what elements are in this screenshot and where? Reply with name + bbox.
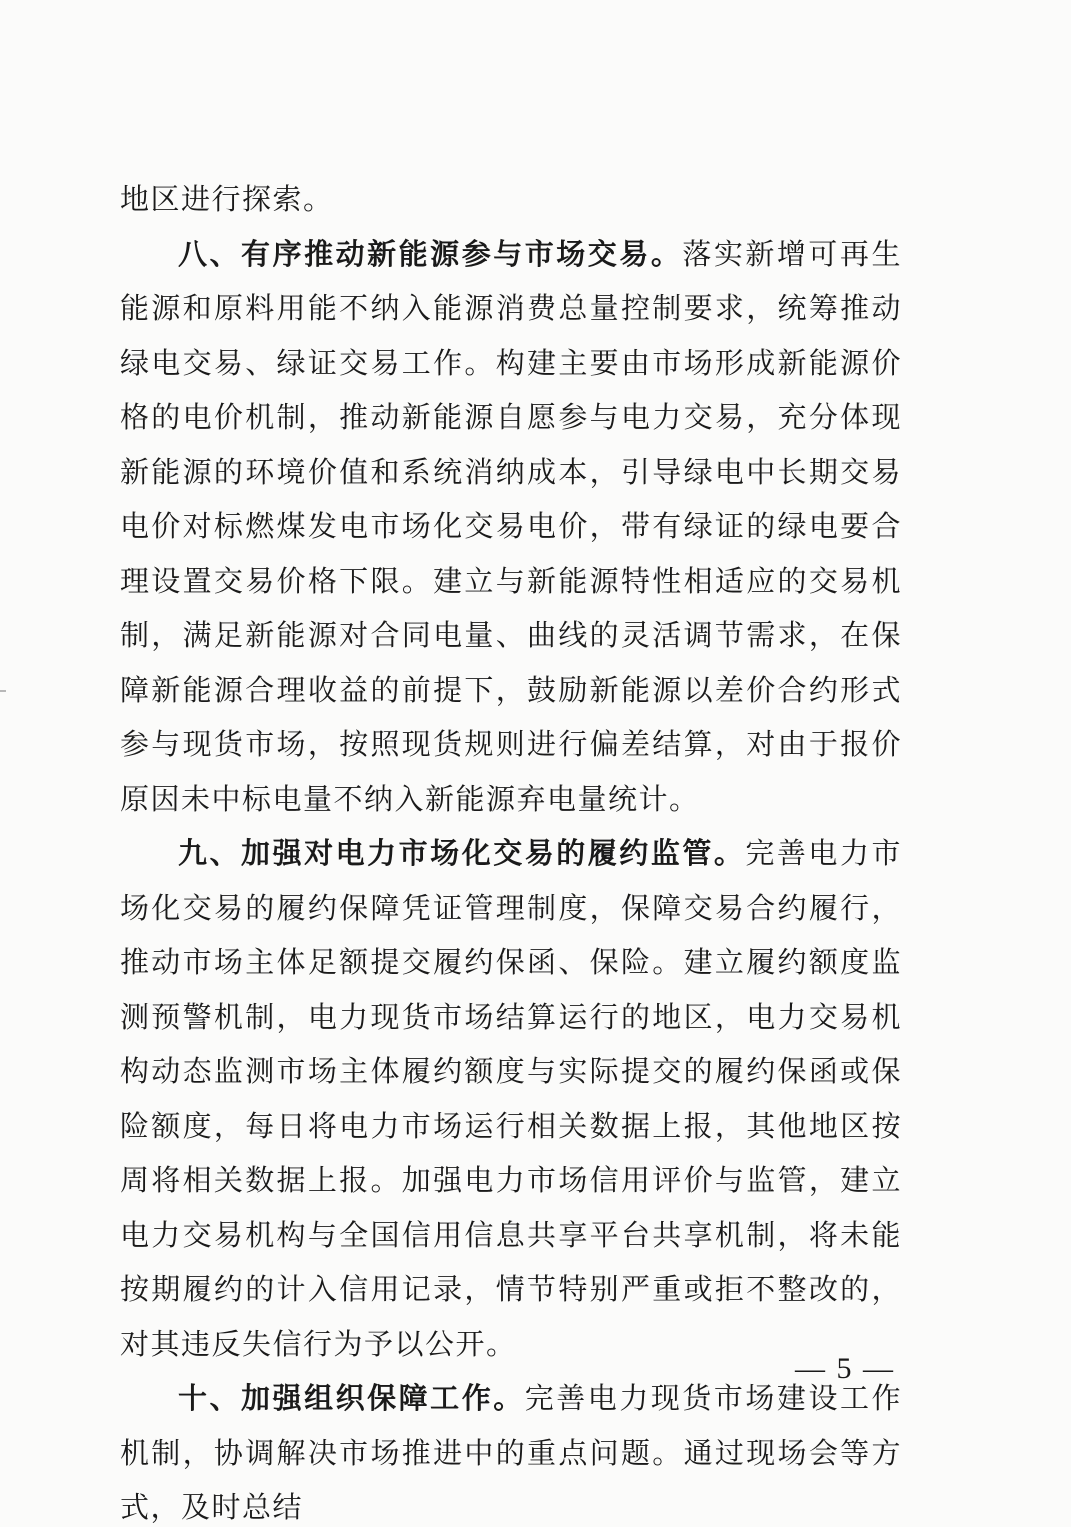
document-body	[120, 172, 902, 1535]
paragraph-section-10	[120, 1371, 902, 1535]
paragraph-section-8	[120, 227, 902, 827]
section-10-heading: 十、加强组织保障工作。	[178, 1381, 525, 1415]
section-9-text: 完善电力市场化交易的履约保障凭证管理制度，保障交易合约履行，推动市场主体足额提交履约保函、保险。建立履约额度监测预警机制，电力现货市场结算运行的地区，电力交易机构动态监测市场主体履约额度与实际提交的履约保函或保险额度，每日将电力市场运行相关数据上报，其他地区按周将相关数据上报。加强电力市场信用评价与监管，建立电力交易机构与全国信用信息共享平台共享机制，将未能按期履约的计入信用记录，情节特别严重或拒不整改的，对其违反失信行为予以公开。	[120, 836, 902, 1361]
section-8-heading: 八、有序推动新能源参与市场交易。	[178, 236, 683, 271]
paragraph-continuation	[120, 172, 902, 227]
scan-edge-mark	[0, 690, 6, 692]
paragraph-text: 地区进行探索。	[120, 182, 334, 216]
paragraph-section-9	[120, 826, 902, 1371]
page-number: — 5 —	[795, 1352, 895, 1385]
section-9-heading: 九、加强对电力市场化交易的履约监管。	[178, 836, 746, 870]
section-8-text: 落实新增可再生能源和原料用能不纳入能源消费总量控制要求，统筹推动绿电交易、绿证交易工作。构建主要由市场形成新能源价格的电价机制，推动新能源自愿参与电力交易，充分体现新能源的环境价值和系统消纳成本，引导绿电中长期交易电价对标燃煤发电市场化交易电价，带有绿证的绿电要合理设置交易价格下限。建立与新能源特性相适应的交易机制，满足新能源对合同电量、曲线的灵活调节需求，在保障新能源合理收益的前提下，鼓励新能源以差价合约形式参与现货市场，按照现货规则进行偏差结算，对由于报价原因未中标电量不纳入新能源弃电量统计。	[120, 236, 902, 816]
section-10-text: 完善电力现货市场建设工作机制，协调解决市场推进中的重点问题。通过现场会等方式，及时总结	[120, 1381, 902, 1524]
